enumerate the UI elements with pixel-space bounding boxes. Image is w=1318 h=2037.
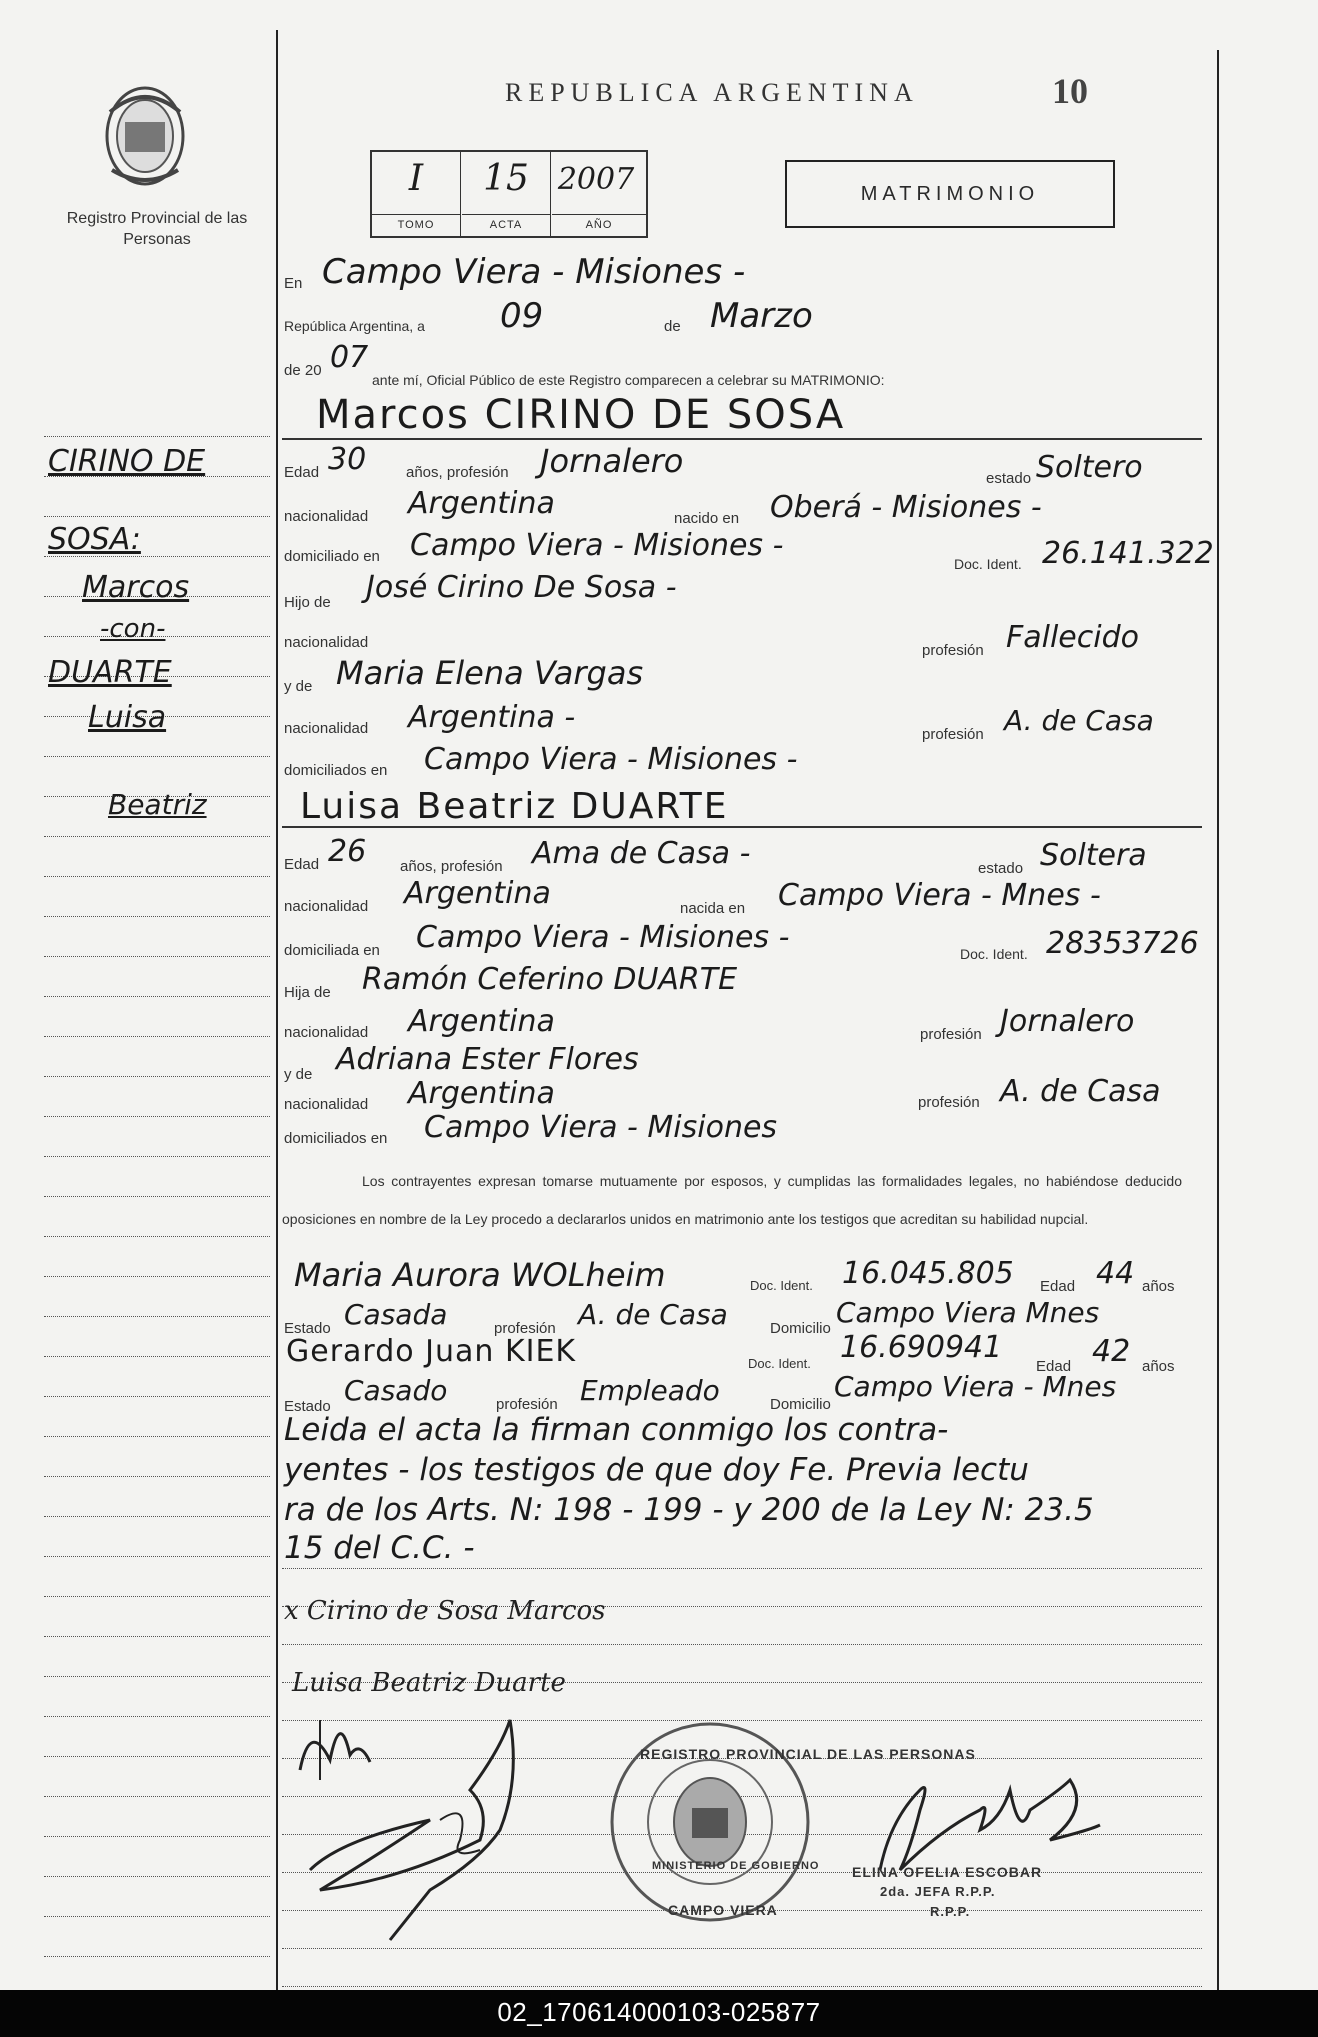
margin-rule-line — [44, 516, 270, 517]
signature-rule-line — [282, 1986, 1202, 1987]
groom-status: Soltero — [1036, 450, 1143, 485]
bride-mother-profession: A. de Casa — [1000, 1074, 1161, 1109]
margin-rule-line — [44, 996, 270, 997]
right-border — [1217, 50, 1219, 1990]
label-y-de: y de — [284, 678, 313, 695]
ano-label: AÑO — [552, 214, 646, 235]
label-domiciliado-en: domiciliado en — [284, 548, 380, 565]
margin-rule-line — [44, 1276, 270, 1277]
margin-rule-line — [44, 1916, 270, 1917]
record-reference-box — [370, 150, 648, 238]
witness2-doc: 16.690941 — [840, 1330, 1003, 1365]
groom-age: 30 — [328, 442, 367, 477]
groom-father-profession: Fallecido — [1006, 620, 1139, 655]
margin-rule-line — [44, 1596, 270, 1597]
groom-nationality: Argentina — [408, 486, 555, 521]
official-stamp-icon — [600, 1712, 820, 1932]
label-republica: República Argentina, a — [284, 318, 425, 334]
margin-rule-line — [44, 1836, 270, 1837]
ano-cell — [552, 152, 646, 236]
groom-name: Marcos CIRINO DE SOSA — [316, 392, 846, 438]
acta-value: 15 — [483, 158, 529, 199]
margin-rule-line — [44, 1636, 270, 1637]
groom-residence: Campo Viera - Misiones - — [410, 528, 784, 563]
margin-rule-line — [44, 1516, 270, 1517]
page-number: 10 — [1052, 71, 1088, 111]
label-profesion: profesión — [496, 1396, 558, 1413]
margin-note-line: -con- — [100, 614, 166, 644]
witness2-name: Gerardo Juan KIEK — [286, 1334, 577, 1369]
label-domicilio: Domicilio — [770, 1396, 831, 1413]
label-profesion: profesión — [922, 642, 984, 659]
label-nacionalidad: nacionalidad — [284, 508, 369, 525]
label-nacido-en: nacido en — [674, 510, 740, 527]
bride-status: Soltera — [1040, 838, 1147, 873]
margin-note-line: CIRINO DE — [48, 444, 206, 479]
bride-father-nationality: Argentina — [408, 1004, 555, 1039]
closing-line: yentes - los testigos de que doy Fe. Previa lectu — [284, 1452, 1029, 1488]
margin-rule-line — [44, 436, 270, 437]
bride-doc: 28353726 — [1046, 926, 1199, 961]
label-anos-profesion: años, profesión — [406, 464, 509, 481]
label-y-de: y de — [284, 1066, 313, 1083]
stamp-ministry-text: MINISTERIO DE GOBIERNO — [652, 1860, 820, 1872]
margin-rule-line — [44, 1716, 270, 1717]
margin-note-line: DUARTE — [48, 655, 172, 690]
label-nacida-en: nacida en — [680, 900, 746, 917]
year-value: 07 — [330, 340, 369, 375]
label-domiciliados-en: domiciliados en — [284, 762, 388, 779]
tomo-value: I — [408, 158, 424, 199]
witness-signatures-scribble — [280, 1700, 560, 1960]
label-ante: ante mí, Oficial Público de este Registro comparecen a celebrar su MATRIMONIO: — [372, 372, 885, 388]
label-nacionalidad: nacionalidad — [284, 898, 369, 915]
scan-footer-code: 02_170614000103-025877 — [497, 1997, 821, 2027]
label-nacionalidad: nacionalidad — [284, 1096, 369, 1113]
label-domicilio: Domicilio — [770, 1320, 831, 1337]
margin-note-line: Luisa — [88, 700, 167, 735]
groom-signature: x Cirino de Sosa Marcos — [284, 1596, 606, 1626]
label-estado: Estado — [284, 1398, 331, 1415]
margin-rule-line — [44, 1196, 270, 1197]
bride-father: Ramón Ceferino DUARTE — [362, 962, 738, 997]
label-edad: Edad — [284, 856, 320, 873]
groom-parents-residence: Campo Viera - Misiones - — [424, 742, 798, 777]
margin-rule-line — [44, 1036, 270, 1037]
day-value: 09 — [500, 296, 544, 336]
label-profesion: profesión — [918, 1094, 980, 1111]
acta-label: ACTA — [462, 214, 550, 235]
groom-mother-nationality: Argentina - — [408, 700, 576, 735]
bride-father-profession: Jornalero — [1000, 1004, 1135, 1039]
margin-rule-line — [44, 756, 270, 757]
margin-rule-line — [44, 1756, 270, 1757]
label-domiciliada-en: domiciliada en — [284, 942, 380, 959]
margin-rule-line — [44, 1876, 270, 1877]
signature-rule-line — [282, 1644, 1202, 1645]
groom-father: José Cirino De Sosa - — [366, 570, 677, 605]
margin-rule-line — [44, 1956, 270, 1957]
bride-birthplace: Campo Viera - Mnes - — [778, 878, 1101, 913]
signature-rule-line — [282, 1568, 1202, 1569]
label-estado: estado — [986, 470, 1032, 487]
witness1-name: Maria Aurora WOLheim — [294, 1256, 666, 1294]
witness1-status: Casada — [344, 1298, 448, 1331]
bride-mother-nationality: Argentina — [408, 1076, 555, 1111]
provincial-seal-icon — [100, 82, 190, 190]
label-hija-de: Hija de — [284, 984, 331, 1001]
act-type-box: MATRIMONIO — [785, 160, 1115, 228]
margin-rule-line — [44, 916, 270, 917]
closing-line: ra de los Arts. N: 198 - 199 - y 200 de la Ley N: 23.5 — [284, 1492, 1094, 1528]
label-anos: años — [1142, 1278, 1175, 1295]
tomo-label: TOMO — [372, 214, 460, 235]
bride-mother: Adriana Ester Flores — [336, 1042, 639, 1077]
margin-note-line: SOSA: — [48, 522, 141, 557]
margin-rule — [276, 30, 278, 1990]
officer-office: R.P.P. — [930, 1904, 971, 1919]
place-value: Campo Viera - Misiones - — [322, 252, 746, 292]
witness2-age: 42 — [1092, 1334, 1131, 1369]
month-value: Marzo — [710, 296, 813, 336]
label-doc-ident: Doc. Ident. — [748, 1356, 811, 1371]
section-divider — [282, 438, 1202, 440]
label-de20: de 20 — [284, 362, 322, 379]
closing-line: 15 del C.C. - — [284, 1530, 475, 1566]
formula-text: Los contrayentes expresan tomarse mutuamente por esposos, y cumplidas las formalidades legales, no habiéndose deducido oposiciones en nombre de la Ley procedo a declararlos unidos en matrimonio ante los testigos que acreditan su habilidad nupcial. — [282, 1173, 1182, 1227]
tomo-cell — [372, 152, 461, 236]
bride-signature: Luisa Beatriz Duarte — [292, 1668, 566, 1698]
label-hijo-de: Hijo de — [284, 594, 331, 611]
label-domiciliados-en: domiciliados en — [284, 1130, 388, 1147]
label-doc-ident: Doc. Ident. — [954, 556, 1022, 572]
registry-office-name: Registro Provincial de las Personas — [66, 210, 248, 248]
groom-mother-profession: A. de Casa — [1004, 704, 1154, 737]
margin-rule-line — [44, 1396, 270, 1397]
margin-rule-line — [44, 1556, 270, 1557]
label-edad: Edad — [1040, 1278, 1076, 1295]
label-edad: Edad — [284, 464, 320, 481]
officer-name: ELINA OFELIA ESCOBAR — [852, 1864, 1043, 1880]
margin-rule-line — [44, 1676, 270, 1677]
margin-rule-line — [44, 876, 270, 877]
groom-profession: Jornalero — [540, 442, 684, 480]
bride-age: 26 — [328, 834, 367, 869]
witness1-age: 44 — [1096, 1256, 1135, 1291]
witness1-domicile: Campo Viera Mnes — [836, 1296, 1100, 1329]
groom-doc: 26.141.322 — [1042, 536, 1214, 571]
bride-residence: Campo Viera - Misiones - — [416, 920, 790, 955]
margin-rule-line — [44, 1356, 270, 1357]
margin-rule-line — [44, 1796, 270, 1797]
label-doc-ident: Doc. Ident. — [960, 946, 1028, 962]
bride-name: Luisa Beatriz DUARTE — [300, 786, 729, 827]
groom-birthplace: Oberá - Misiones - — [770, 490, 1042, 525]
acta-cell — [462, 152, 551, 236]
label-nacionalidad: nacionalidad — [284, 634, 369, 651]
country-heading: REPUBLICA ARGENTINA — [505, 78, 919, 107]
margin-note-line: Marcos — [82, 570, 190, 605]
bride-parents-residence: Campo Viera - Misiones — [424, 1110, 778, 1145]
label-profesion: profesión — [922, 726, 984, 743]
margin-rule-line — [44, 836, 270, 837]
margin-rule-line — [44, 1156, 270, 1157]
witness1-profession: A. de Casa — [578, 1298, 728, 1331]
witness2-domicile: Campo Viera - Mnes — [834, 1370, 1117, 1403]
witness2-status: Casado — [344, 1374, 448, 1407]
groom-mother: Maria Elena Vargas — [336, 654, 644, 692]
bride-nationality: Argentina — [404, 876, 551, 911]
margin-rule-line — [44, 956, 270, 957]
label-edad: Edad — [1036, 1358, 1072, 1375]
closing-line: Leida el acta la firman conmigo los contra- — [284, 1412, 949, 1448]
bride-profession: Ama de Casa - — [532, 836, 751, 871]
margin-rule-line — [44, 1436, 270, 1437]
label-profesion: profesión — [494, 1320, 556, 1337]
label-doc-ident: Doc. Ident. — [750, 1278, 813, 1293]
label-nacionalidad: nacionalidad — [284, 720, 369, 737]
label-estado: Estado — [284, 1320, 331, 1337]
margin-rule-line — [44, 1236, 270, 1237]
label-estado: estado — [978, 860, 1024, 877]
label-en: En — [284, 275, 303, 292]
label-anos: años — [1142, 1358, 1175, 1375]
margin-note-line: Beatriz — [108, 788, 207, 821]
ano-value: 2007 — [557, 162, 635, 197]
margin-rule-line — [44, 1476, 270, 1477]
stamp-registry-text: REGISTRO PROVINCIAL DE LAS PERSONAS — [640, 1746, 976, 1762]
margin-rule-line — [44, 1116, 270, 1117]
stamp-city-text: CAMPO VIERA — [668, 1902, 778, 1918]
margin-rule-line — [44, 1076, 270, 1077]
officer-title: 2da. JEFA R.P.P. — [880, 1884, 996, 1899]
margin-rule-line — [44, 1316, 270, 1317]
witness1-doc: 16.045.805 — [842, 1256, 1014, 1291]
label-anos-profesion: años, profesión — [400, 858, 503, 875]
witness2-profession: Empleado — [580, 1374, 720, 1407]
label-de: de — [664, 318, 681, 335]
label-profesion: profesión — [920, 1026, 982, 1043]
label-nacionalidad: nacionalidad — [284, 1024, 369, 1041]
